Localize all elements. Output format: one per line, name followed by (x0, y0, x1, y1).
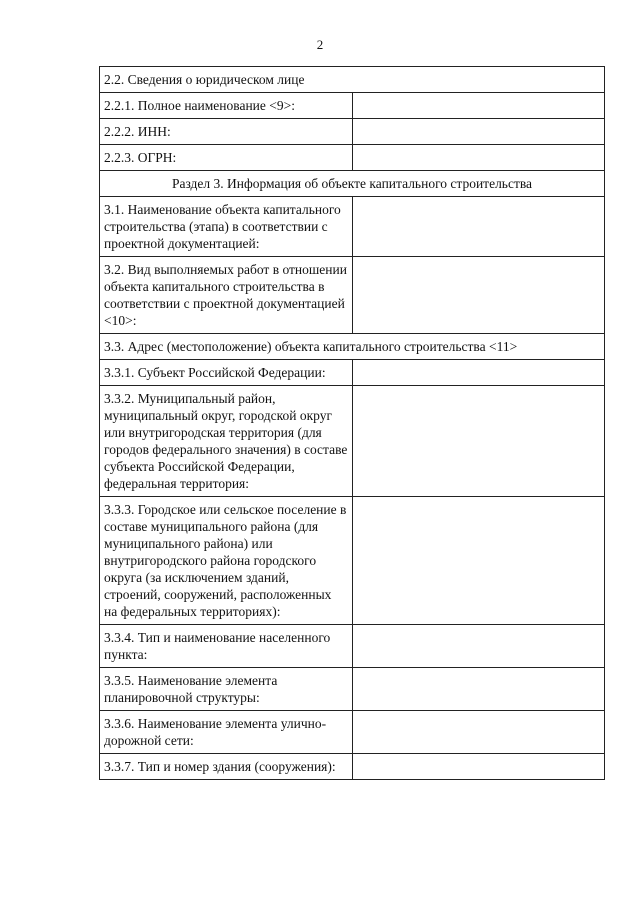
field-label: 3.3.4. Тип и наименование населенного пункта: (100, 625, 353, 668)
table-row (100, 334, 605, 360)
field-value[interactable] (352, 197, 605, 257)
field-value[interactable] (352, 497, 605, 625)
table-row (100, 171, 605, 197)
form-table (99, 66, 605, 780)
table-row (100, 711, 605, 754)
section-heading: 3.3. Адрес (местоположение) объекта капитального строительства <11> (100, 334, 605, 360)
field-value[interactable] (352, 386, 605, 497)
table-row (100, 668, 605, 711)
table-row (100, 386, 605, 497)
field-value[interactable] (352, 93, 605, 119)
table-row (100, 197, 605, 257)
table-row (100, 93, 605, 119)
field-value[interactable] (352, 119, 605, 145)
field-label: 2.2.1. Полное наименование <9>: (100, 93, 353, 119)
page-number: 2 (316, 37, 324, 52)
table-row (100, 119, 605, 145)
section-heading: 2.2. Сведения о юридическом лице (100, 67, 605, 93)
field-value[interactable] (352, 625, 605, 668)
table-row (100, 754, 605, 780)
field-label: 3.1. Наименование объекта капитального строительства (этапа) в соответствии с проектной документацией: (100, 197, 353, 257)
table-row (100, 360, 605, 386)
field-label: 3.3.5. Наименование элемента планировочной структуры: (100, 668, 353, 711)
field-value[interactable] (352, 668, 605, 711)
field-label: 3.3.1. Субъект Российской Федерации: (100, 360, 353, 386)
field-value[interactable] (352, 754, 605, 780)
field-value[interactable] (352, 145, 605, 171)
field-label: 3.2. Вид выполняемых работ в отношении объекта капитального строительства в соответствии с проектной документацией <10>: (100, 257, 353, 334)
field-label: 2.2.3. ОГРН: (100, 145, 353, 171)
field-label: 3.3.6. Наименование элемента улично-дорожной сети: (100, 711, 353, 754)
field-value[interactable] (352, 257, 605, 334)
field-label: 3.3.3. Городское или сельское поселение в составе муниципального района (для муниципального района) или внутригородского района городского округа (за исключением зданий, строений, сооружений, расположенных на федеральных территориях): (100, 497, 353, 625)
field-label: 2.2.2. ИНН: (100, 119, 353, 145)
field-label: 3.3.7. Тип и номер здания (сооружения): (100, 754, 353, 780)
table-row (100, 67, 605, 93)
field-value[interactable] (352, 711, 605, 754)
field-value[interactable] (352, 360, 605, 386)
table-row (100, 625, 605, 668)
table-row (100, 257, 605, 334)
section-title: Раздел 3. Информация об объекте капитального строительства (100, 171, 605, 197)
table-row (100, 497, 605, 625)
field-label: 3.3.2. Муниципальный район, муниципальный округ, городской округ или внутригородская территория (для городов федерального значения) в составе субъекта Российской Федерации, федеральная территория: (100, 386, 353, 497)
table-row (100, 145, 605, 171)
